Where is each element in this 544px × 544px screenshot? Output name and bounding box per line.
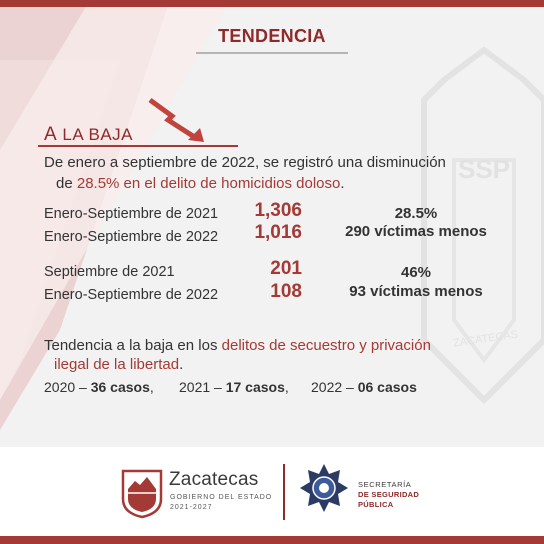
case-2021 — [179, 379, 289, 395]
page-title: TENDENCIA — [218, 26, 326, 46]
case-count: 06 casos — [357, 379, 417, 395]
page-title-wrap — [172, 26, 372, 47]
intro-line-2-post: . — [340, 175, 345, 192]
intro-line-2 — [56, 173, 345, 194]
kidnapping-line-1 — [44, 336, 431, 355]
block1-row-1-value: 1,306 — [254, 200, 302, 221]
intro-line-1: De enero a septiembre de 2022, se registró una disminución — [44, 154, 446, 171]
kidnapping-line-1-pre: Tendencia a la baja en los — [44, 337, 222, 354]
zacatecas-shield-logo — [120, 469, 164, 519]
gov-name: Zacatecas — [169, 469, 259, 490]
footer-divider — [283, 464, 285, 520]
kidnapping-line-2-post: . — [179, 356, 184, 373]
case-sep: , — [149, 379, 154, 395]
watermark-city-text: ZACATECAS — [452, 328, 519, 350]
watermark-ssp-text: SSP — [457, 154, 511, 184]
gov-period: 2021-2027 — [170, 504, 213, 511]
block1-percent: 28.5% — [394, 205, 438, 222]
block2-percent: 46% — [400, 264, 432, 281]
intro-highlight: 28.5% en el delito de homicidios doloso — [76, 175, 341, 192]
footer — [0, 447, 544, 536]
kidnapping-paragraph — [44, 336, 431, 374]
block1-row-1-label: Enero-Septiembre de 2021 — [44, 206, 219, 222]
section-underline — [38, 145, 238, 147]
block2-row-1-value: 201 — [270, 258, 302, 279]
section-heading-initial: A — [44, 124, 58, 145]
block1-summary: 290 víctimas menos — [345, 223, 487, 240]
secretariat-line-2: DE SEGURIDAD — [358, 490, 420, 499]
top-accent-bar — [0, 0, 544, 7]
case-count: 17 casos — [225, 379, 285, 395]
gov-subtitle: GOBIERNO DEL ESTADO — [170, 494, 273, 501]
block1-row-2-label: Enero-Septiembre de 2022 — [44, 229, 219, 245]
block2-summary: 93 víctimas menos — [349, 283, 483, 300]
secretariat-line-1: SECRETARÍA — [358, 480, 412, 489]
case-2022 — [311, 379, 417, 395]
intro-line-2-pre: de — [56, 175, 77, 192]
block2-row-2-label: Enero-Septiembre de 2022 — [44, 287, 219, 303]
title-underline — [196, 52, 348, 54]
section-heading — [44, 124, 133, 146]
bottom-accent-bar — [0, 536, 544, 544]
case-count: 36 casos — [90, 379, 150, 395]
kidnapping-highlight-2: ilegal de la libertad — [54, 356, 180, 373]
kidnapping-highlight-1: delitos de secuestro y privación — [221, 337, 431, 354]
police-star-badge-logo — [298, 462, 350, 514]
block1-row-2-value: 1,016 — [254, 222, 302, 243]
trend-down-arrow-icon — [148, 94, 208, 144]
block2-row-1-label: Septiembre de 2021 — [44, 264, 175, 280]
block2-row-2-value: 108 — [270, 281, 302, 302]
case-sep: , — [284, 379, 289, 395]
case-year: 2021 – — [179, 379, 226, 395]
case-2020 — [44, 379, 154, 395]
section-heading-rest: LA BAJA — [57, 125, 134, 144]
case-year: 2022 – — [311, 379, 358, 395]
kidnapping-line-2 — [44, 355, 431, 374]
secretariat-line-3: PÚBLICA — [358, 500, 394, 509]
case-year: 2020 – — [44, 379, 91, 395]
